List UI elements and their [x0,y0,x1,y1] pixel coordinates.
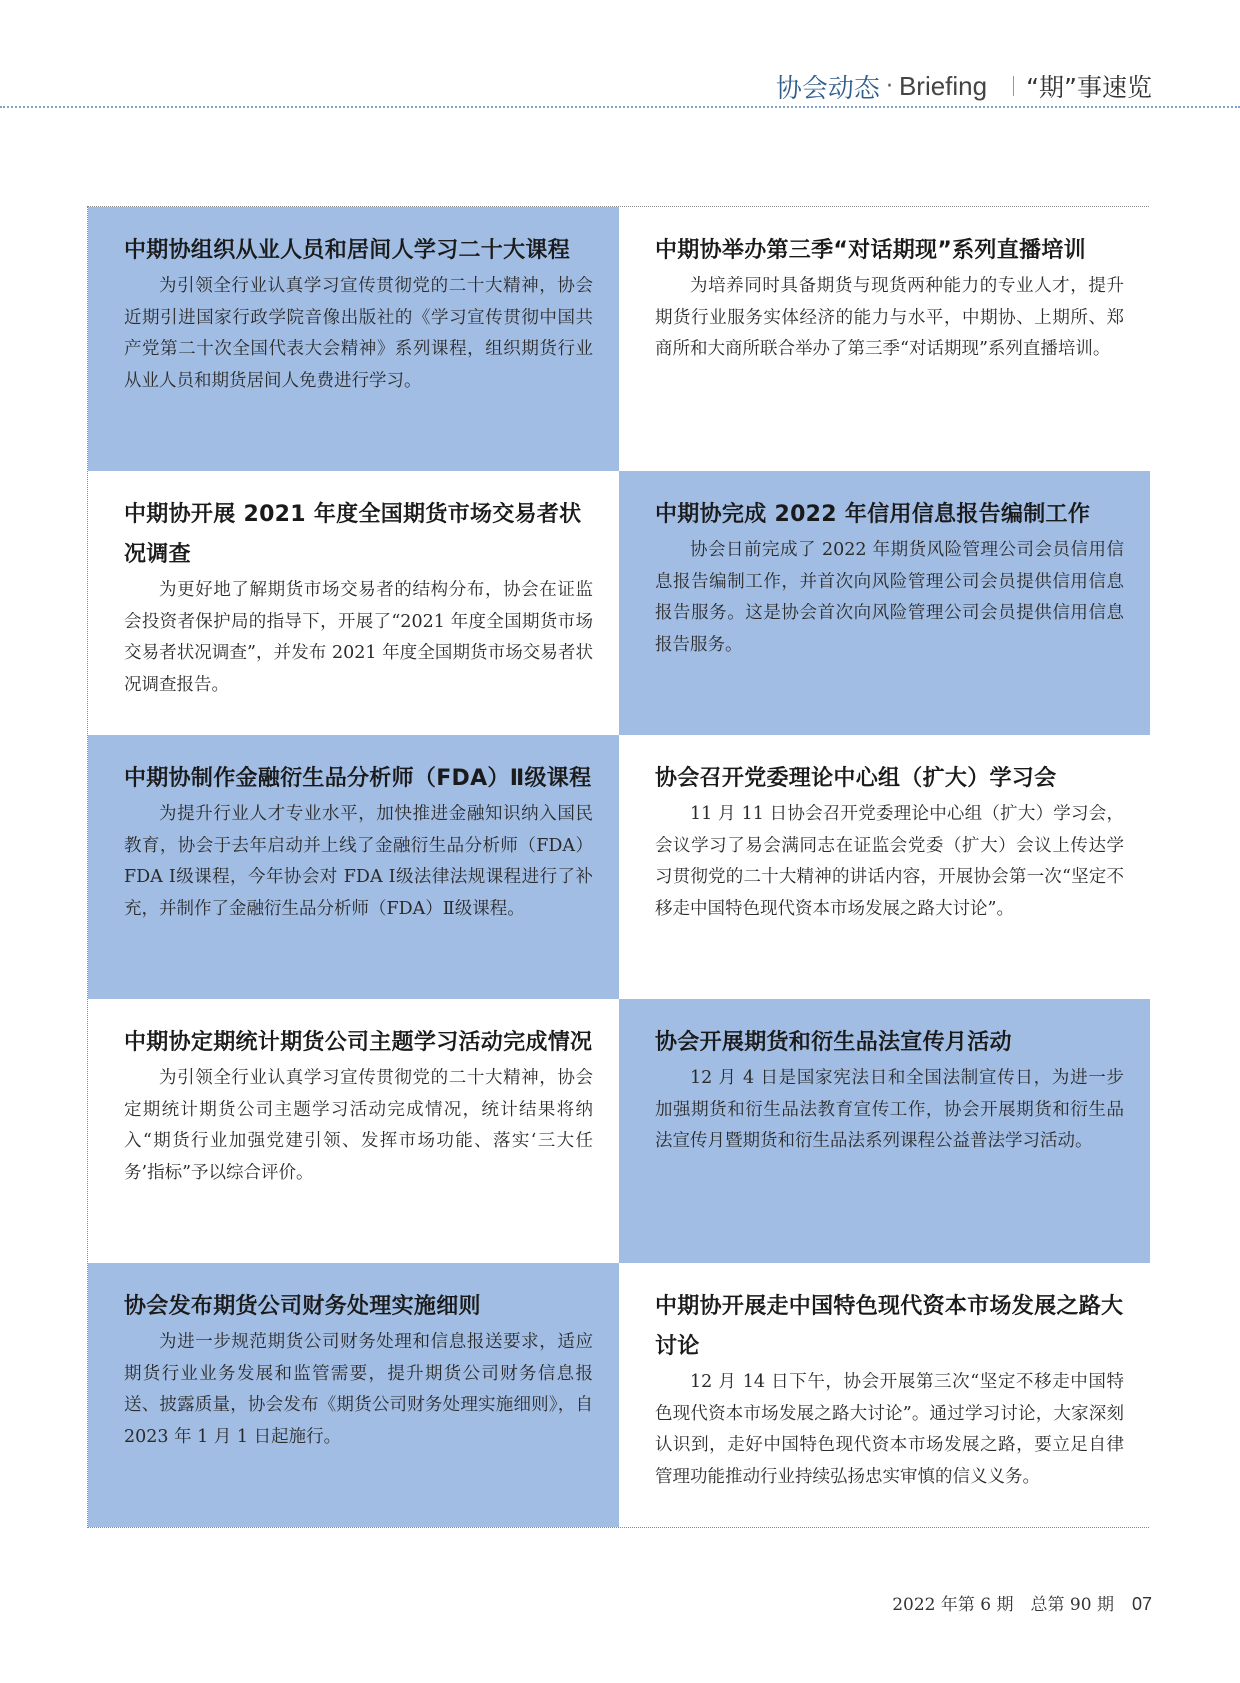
news-body: 为提升行业人才专业水平，加快推进金融知识纳入国民教育，协会于去年启动并上线了金融衍生品分析师（FDA）FDA Ⅰ级课程，今年协会对 FDA Ⅰ级法律法规课程进行了补充，并制作了金融衍生品分析师（FDA）Ⅱ级课程。 [124,804,593,919]
news-body: 12 月 14 日下午，协会开展第三次“坚定不移走中国特色现代资本市场发展之路大讨论”。通过学习讨论，大家深刻认识到，走好中国特色现代资本市场发展之路，要立足自律管理功能推动行业持续弘扬忠实审慎的信义义务。 [655,1372,1124,1487]
news-body: 为引领全行业认真学习宣传贯彻党的二十大精神，协会定期统计期货公司主题学习活动完成情况，统计结果将纳入“期货行业加强党建引领、发挥市场功能、落实‘三大任务’指标”予以综合评价。 [124,1068,593,1183]
news-card [619,207,1150,471]
news-title: 中期协组织从业人员和居间人学习二十大课程 [124,238,571,263]
news-card [619,999,1150,1263]
news-card [88,735,619,999]
news-grid [87,206,1149,1528]
news-title: 中期协开展 2021 年度全国期货市场交易者状况调查 [124,502,582,567]
news-body: 协会日前完成了 2022 年期货风险管理公司会员信用信息报告编制工作，并首次向风险管理公司会员提供信用信息报告服务。这是协会首次向风险管理公司会员提供信用信息报告服务。 [655,540,1124,655]
running-header [776,64,1152,108]
section-title: 协会动态 [775,73,880,104]
news-title: 中期协开展走中国特色现代资本市场发展之路大讨论 [655,1294,1124,1359]
news-card [619,471,1150,735]
news-card [88,207,619,471]
news-title: 中期协举办第三季“对话期现”系列直播培训 [655,238,1086,263]
header-dotted-rule [0,106,1240,108]
news-title: 中期协完成 2022 年信用信息报告编制工作 [655,502,1091,527]
subsection-title: “期”事速览 [1026,73,1152,102]
news-title: 协会开展期货和衍生品法宣传月活动 [655,1030,1012,1055]
news-card [88,1263,619,1527]
page-footer [892,1590,1152,1615]
news-title: 协会召开党委理论中心组（扩大）学习会 [655,766,1057,791]
title-separator-dot: · [885,73,893,99]
news-body: 12 月 4 日是国家宪法日和全国法制宣传日，为进一步加强期货和衍生品法教育宣传工作，协会开展期货和衍生品法宣传月暨期货和衍生品法系列课程公益普法学习活动。 [655,1068,1124,1151]
news-card [619,1263,1150,1527]
news-body: 11 月 11 日协会召开党委理论中心组（扩大）学习会，会议学习了易会满同志在证监会党委（扩大）会议上传达学习贯彻党的二十大精神的讲话内容，开展协会第一次“坚定不移走中国特色现代资本市场发展之路大讨论”。 [655,804,1124,919]
news-title: 中期协定期统计期货公司主题学习活动完成情况 [124,1030,593,1055]
news-body: 为更好地了解期货市场交易者的结构分布，协会在证监会投资者保护局的指导下，开展了“2021 年度全国期货市场交易者状况调查”，并发布 2021 年度全国期货市场交易者状况调查报告。 [124,580,593,695]
news-body: 为进一步规范期货公司财务处理和信息报送要求，适应期货行业业务发展和监管需要，提升期货公司财务信息报送、披露质量，协会发布《期货公司财务处理实施细则》，自 2023 年 1 月 1 日起施行。 [124,1332,593,1447]
news-body: 为培养同时具备期货与现货两种能力的专业人才，提升期货行业服务实体经济的能力与水平，中期协、上期所、郑商所和大商所联合举办了第三季“对话期现”系列直播培训。 [655,276,1124,359]
header-divider [1013,76,1014,96]
news-title: 中期协制作金融衍生品分析师（FDA）Ⅱ级课程 [124,766,592,791]
section-title-english: Briefing [898,70,988,101]
issue-info: 2022 年第 6 期 总第 90 期 [892,1595,1114,1615]
news-body: 为引领全行业认真学习宣传贯彻党的二十大精神，协会近期引进国家行政学院音像出版社的《学习宣传贯彻中国共产党第二十次全国代表大会精神》系列课程，组织期货行业从业人员和期货居间人免费进行学习。 [124,276,593,391]
news-title: 协会发布期货公司财务处理实施细则 [124,1294,481,1319]
page-number: 07 [1131,1594,1152,1614]
news-card [88,471,619,735]
news-card [88,999,619,1263]
news-card [619,735,1150,999]
